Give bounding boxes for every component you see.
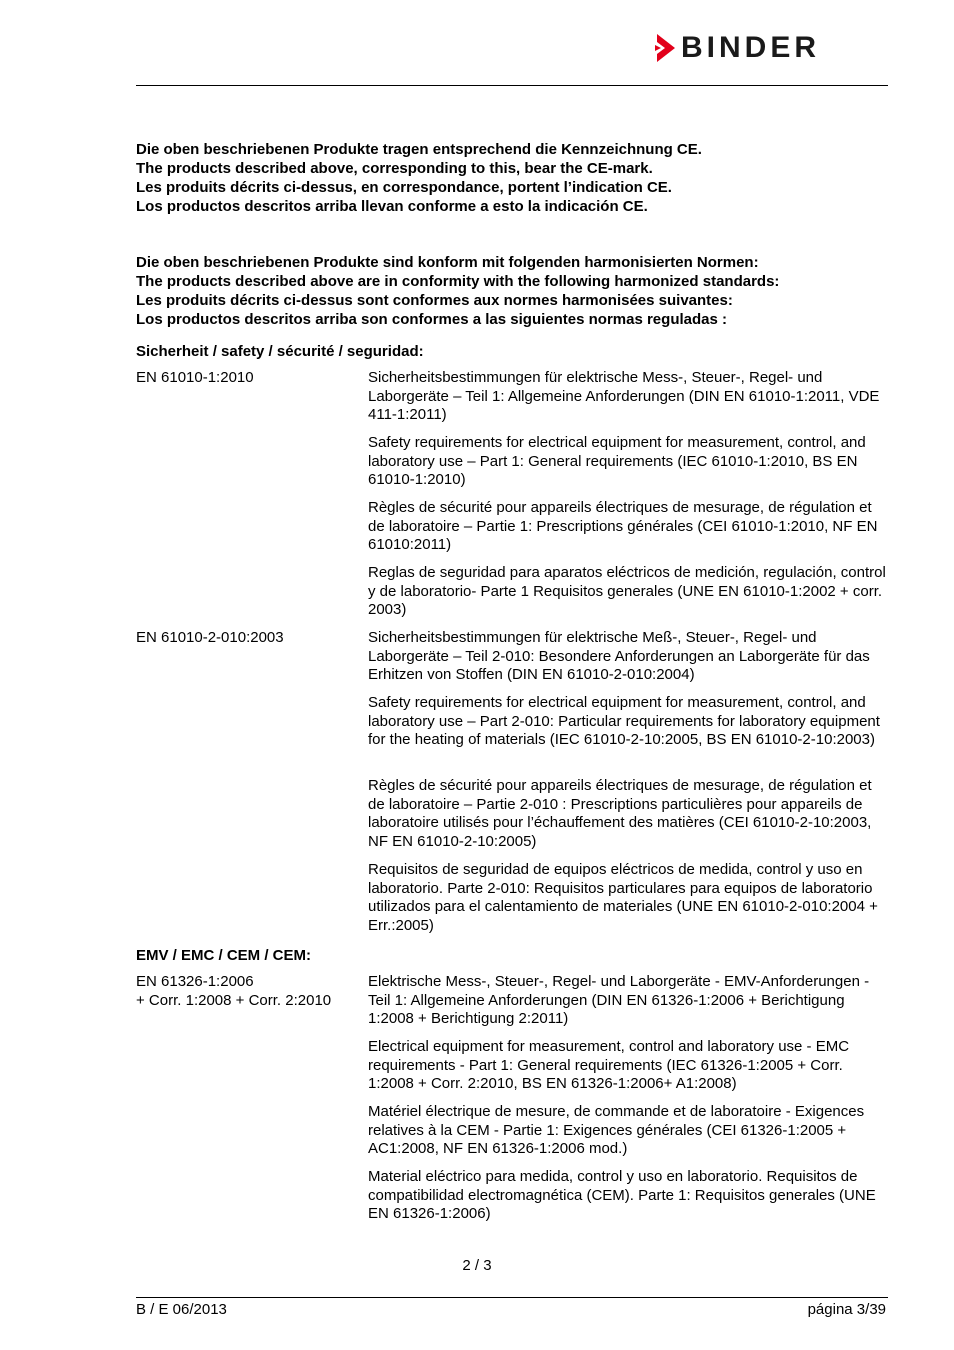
footer-rule — [136, 1297, 888, 1298]
conformity-line-en: The products described above are in conformity with the following harmonized standards: — [136, 273, 780, 290]
standard-description-de: Elektrische Mess-, Steuer-, Regel- und Laborgeräte - EMV-Anforderungen - Teil 1: Allgemeine Anforderungen (DIN EN 61326-1:2006 + Berichtigung 1:2008 + Berichtigung 2:2011) — [368, 973, 870, 1027]
binder-logo-text: BINDER — [681, 31, 821, 64]
standard-description-de: Sicherheitsbestimmungen für elektrische Meß-, Steuer-, Regel- und Laborgeräte – Teil 2-010: Besondere Anforderungen an Laborgeräte für das Erhitzen von Stoffen (DIN EN 61010-2-010:2004) — [368, 629, 870, 683]
ce-mark-line-en: The products described above, corresponding to this, bear the CE-mark. — [136, 160, 653, 177]
standard-code: EN 61010-1:2010 — [136, 369, 254, 386]
standard-code-line: + Corr. 1:2008 + Corr. 2:2010 — [136, 991, 332, 1009]
standard-description-fr: Matériel électrique de mesure, de commande et de laboratoire - Exigences relatives à la CEM - Partie 1: Exigences générales (CEI 61326-1:2005 + AC1:2008, NF EN 61326-1:2006 mod.) — [368, 1103, 865, 1157]
standard-description-en: Electrical equipment for measurement, control and laboratory use - EMC requirements - Part 1: General requirements (IEC 61326-1:2005 + Corr. 1:2008 + Corr. 2:2010, BS EN 61326-1:2006+ A1:2008) — [368, 1038, 850, 1092]
standard-description-es: Reglas de seguridad para aparatos eléctricos de medición, regulación, control y de laboratorio- Parte 1 Requisitos generales (UNE EN 61010-1:2002 + corr. 2003) — [368, 564, 886, 618]
emc-section-title: EMV / EMC / CEM / CEM: — [136, 947, 312, 964]
ce-mark-line-fr: Les produits décrits ci-dessus, en correspondance, portent l’indication CE. — [136, 179, 672, 196]
ce-mark-statement — [136, 140, 896, 216]
ce-mark-line-de: Die oben beschriebenen Produkte tragen entsprechend die Kennzeichnung CE. — [136, 141, 702, 158]
standard-code-line: EN 61326-1:2006 — [136, 973, 254, 990]
header-rule — [136, 85, 888, 86]
conformity-line-fr: Les produits décrits ci-dessus sont conformes aux normes harmonisées suivantes: — [136, 292, 733, 309]
standard-description-en: Safety requirements for electrical equipment for measurement, control, and laboratory use – Part 1: General requirements (IEC 61010-1:2010, BS EN 61010-1:2010) — [368, 434, 866, 488]
conformity-statement — [136, 253, 896, 329]
standard-description-en: Safety requirements for electrical equipment for measurement, control, and laboratory use – Part 2-010: Particular requirements for laboratory equipment for the heating of materials (IEC 61010-2-10:2005, BS EN 61010-2-10:2003) — [368, 694, 880, 748]
page-number: 2 / 3 — [462, 1257, 492, 1274]
footer-page: página 3/39 — [807, 1301, 886, 1318]
standard-code — [136, 973, 361, 1010]
footer-edition: B / E 06/2013 — [136, 1301, 227, 1318]
standard-description-es: Requisitos de seguridad de equipos eléctricos de medida, control y uso en laboratorio. Parte 2-010: Requisitos particulares para equipos de laboratorio utilizados para el calentamiento de materiales (UNE EN 61010-2-010:2004 + Err.:2005) — [368, 861, 878, 934]
standard-description-de: Sicherheitsbestimmungen für elektrische Mess-, Steuer-, Regel- und Laborgeräte – Teil 1: Allgemeine Anforderungen (DIN EN 61010-1:2011, VDE 411-1:2011) — [368, 369, 880, 423]
standard-description-fr: Règles de sécurité pour appareils électriques de mesurage, de régulation et de laboratoire – Partie 1: Prescriptions générales (CEI 61010-1:2010, NF EN 61010:2011) — [368, 499, 878, 553]
conformity-line-es: Los productos descritos arriba son conformes a las siguientes normas reguladas : — [136, 311, 727, 328]
standard-description-es: Material eléctrico para medida, control y uso en laboratorio. Requisitos de compatibilidad electromagnética (CEM). Parte 1: Requisitos generales (UNE EN 61326-1:2006) — [368, 1168, 876, 1222]
ce-mark-line-es: Los productos descritos arriba llevan conforme a esto la indicación CE. — [136, 198, 648, 215]
binder-logo-mark-icon — [655, 32, 677, 64]
safety-section-title: Sicherheit / safety / sécurité / seguridad: — [136, 343, 424, 360]
standard-code: EN 61010-2-010:2003 — [136, 629, 284, 646]
binder-logo — [655, 32, 820, 64]
conformity-line-de: Die oben beschriebenen Produkte sind konform mit folgenden harmonisierten Normen: — [136, 254, 759, 271]
standard-description-fr: Règles de sécurité pour appareils électriques de mesurage, de régulation et de laboratoire – Partie 2-010 : Prescriptions particulières pour appareils de laboratoire utilisés pour l’échauffement des matières (CEI 61010-2-10:2003, NF EN 61010-2-10:2005) — [368, 777, 872, 850]
